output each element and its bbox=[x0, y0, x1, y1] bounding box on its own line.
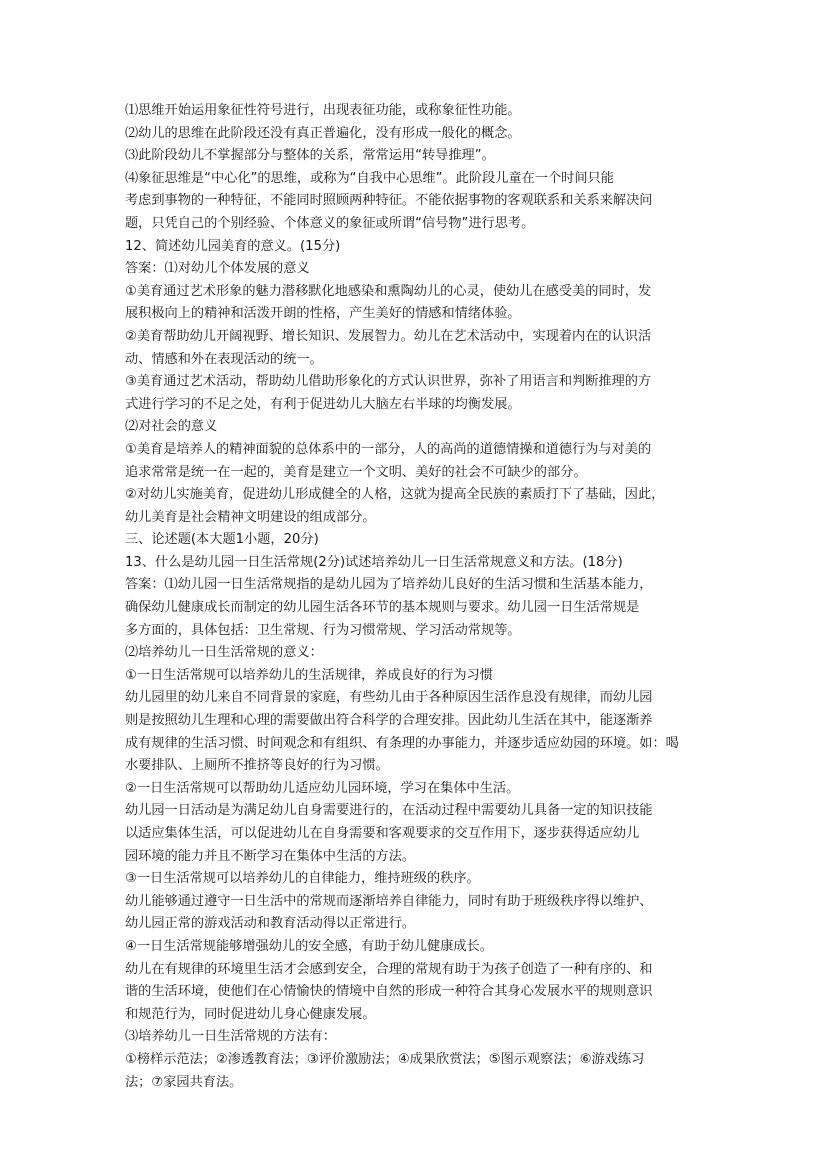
text-line: 幼儿园里的幼儿来自不同背景的家庭，有些幼儿由于各种原因生活作息没有规律，而幼儿园 bbox=[125, 690, 653, 706]
text-line: 追求常常是统一在一起的，美育是建立一个文明、美好的社会不可缺少的部分。 bbox=[125, 464, 587, 480]
text-line: 展积极向上的精神和活泼开朗的性格，产生美好的情感和情绪体验。 bbox=[125, 306, 521, 322]
text-line: ③一日生活常规可以培养幼儿的自律能力，维持班级的秩序。 bbox=[125, 871, 480, 887]
text-line: ⑵幼儿的思维在此阶段还没有真正普遍化，没有形成一般化的概念。 bbox=[125, 125, 521, 141]
text-line: 以适应集体生活，可以促进幼儿在自身需要和客观要求的交互作用下，逐步获得适应幼儿 bbox=[125, 826, 640, 841]
text-line: 幼儿园一日活动是为满足幼儿自身需要进行的，在活动过程中需要幼儿具备一定的知识技能 bbox=[125, 803, 653, 819]
text-line: ①美育通过艺术形象的魅力潜移默化地感染和熏陶幼儿的心灵，使幼儿在感受美的同时，发 bbox=[125, 283, 652, 299]
text-line: ②对幼儿实施美育，促进幼儿形成健全的人格，这就为提高全民族的素质打下了基础，因此， bbox=[125, 487, 665, 503]
subheading-line: ⑶培养幼儿一日生活常规的方法有： bbox=[125, 1029, 336, 1045]
text-line: 园环境的能力并且不断学习在集体中生活的方法。 bbox=[125, 848, 416, 864]
text-line: 动、情感和外在表现活动的统一。 bbox=[125, 351, 323, 367]
text-line: ①美育是培养人的精神面貌的总体系中的一部分，人的高尚的道德情操和道德行为与对美的 bbox=[125, 441, 652, 457]
text-line: 幼儿在有规律的环境里生活才会感到安全，合理的常规有助于为孩子创造了一种有序的、和 bbox=[125, 961, 653, 977]
text-line: 和规范行为，同时促进幼儿身心健康发展。 bbox=[125, 1006, 376, 1022]
text-line: 多方面的，具体包括：卫生常规、行为习惯常规、学习活动常规等。 bbox=[125, 622, 521, 638]
section-heading: 三、论述题(本大题1小题，20分) bbox=[125, 532, 319, 548]
text-line: ④一日生活常规能够增强幼儿的安全感，有助于幼儿健康成长。 bbox=[125, 938, 493, 954]
answer-line: 答案：⑴幼儿园一日生活常规指的是幼儿园为了培养幼儿良好的生活习惯和生活基本能力， bbox=[125, 577, 653, 593]
text-line: 幼儿园正常的游戏活动和教育活动得以正常进行。 bbox=[125, 916, 416, 932]
text-line: ⑴思维开始运用象征性符号进行，出现表征功能，或称象征性功能。 bbox=[125, 103, 521, 118]
subheading-line: ⑵对社会的意义 bbox=[125, 419, 218, 435]
text-line: 法；⑦家园共育法。 bbox=[125, 1074, 243, 1090]
subheading-line: ⑵培养幼儿一日生活常规的意义： bbox=[125, 645, 323, 661]
document-body bbox=[125, 100, 705, 1094]
text-line: ①榜样示范法；②渗透教育法；③评价激励法；④成果欣赏法；⑤图示观察法；⑥游戏练习 bbox=[125, 1051, 645, 1067]
text-line: ⑷象征思维是“中心化”的思维，或称为“自我中心思维”。此阶段儿童在一个时间只能 bbox=[125, 170, 614, 186]
text-line: 幼儿美育是社会精神文明建设的组成部分。 bbox=[125, 509, 376, 525]
text-line: 确保幼儿健康成长而制定的幼儿园生活各环节的基本规则与要求。幼儿园一日生活常规是 bbox=[125, 600, 640, 616]
text-line: 成有规律的生活习惯、时间观念和有组织、有条理的办事能力，并逐步适应幼园的环境。如：喝 bbox=[125, 735, 679, 751]
text-line: ①一日生活常规可以培养幼儿的生活规律，养成良好的行为习惯 bbox=[125, 667, 493, 683]
text-line: ②一日生活常规可以帮助幼儿适应幼儿园环境，学习在集体中生活。 bbox=[125, 780, 520, 796]
question-heading: 12、简述幼儿园美育的意义。(15分) bbox=[125, 238, 341, 254]
text-line: 幼儿能够通过遵守一日生活中的常规而逐渐培养自律能力，同时有助于班级秩序得以维护、 bbox=[125, 893, 653, 909]
text-line: 式进行学习的不足之处，有利于促进幼儿大脑左右半球的均衡发展。 bbox=[125, 396, 521, 412]
text-line: ⑶此阶段幼儿不掌握部分与整体的关系，常常运用“转导推理”。 bbox=[125, 148, 495, 164]
text-line: 题，只凭自己的个别经验、个体意义的象征或所谓“信号物”进行思考。 bbox=[125, 215, 535, 231]
text-line: 谐的生活环境，使他们在心情愉快的情境中自然的形成一种符合其身心发展水平的规则意识 bbox=[125, 984, 653, 1000]
text-line: 水要排队、上厕所不推挤等良好的行为习惯。 bbox=[125, 758, 389, 774]
text-line: ②美育帮助幼儿开阔视野、增长知识、发展智力。幼儿在艺术活动中，实现着内在的认识活 bbox=[125, 328, 652, 344]
text-line: 考虑到事物的一种特征，不能同时照顾两种特征。不能依据事物的客观联系和关系来解决问 bbox=[125, 193, 653, 209]
answer-line: 答案：⑴对幼儿个体发展的意义 bbox=[125, 261, 310, 277]
text-line: 则是按照幼儿生理和心理的需要做出符合科学的合理安排。因此幼儿生活在其中，能逐渐养 bbox=[125, 713, 653, 729]
text-line: ③美育通过艺术活动，帮助幼儿借助形象化的方式认识世界，弥补了用语言和判断推理的方 bbox=[125, 374, 652, 390]
question-heading: 13、什么是幼儿园一日生活常规(2分)试述培养幼儿一日生活常规意义和方法。(18分) bbox=[125, 554, 623, 570]
